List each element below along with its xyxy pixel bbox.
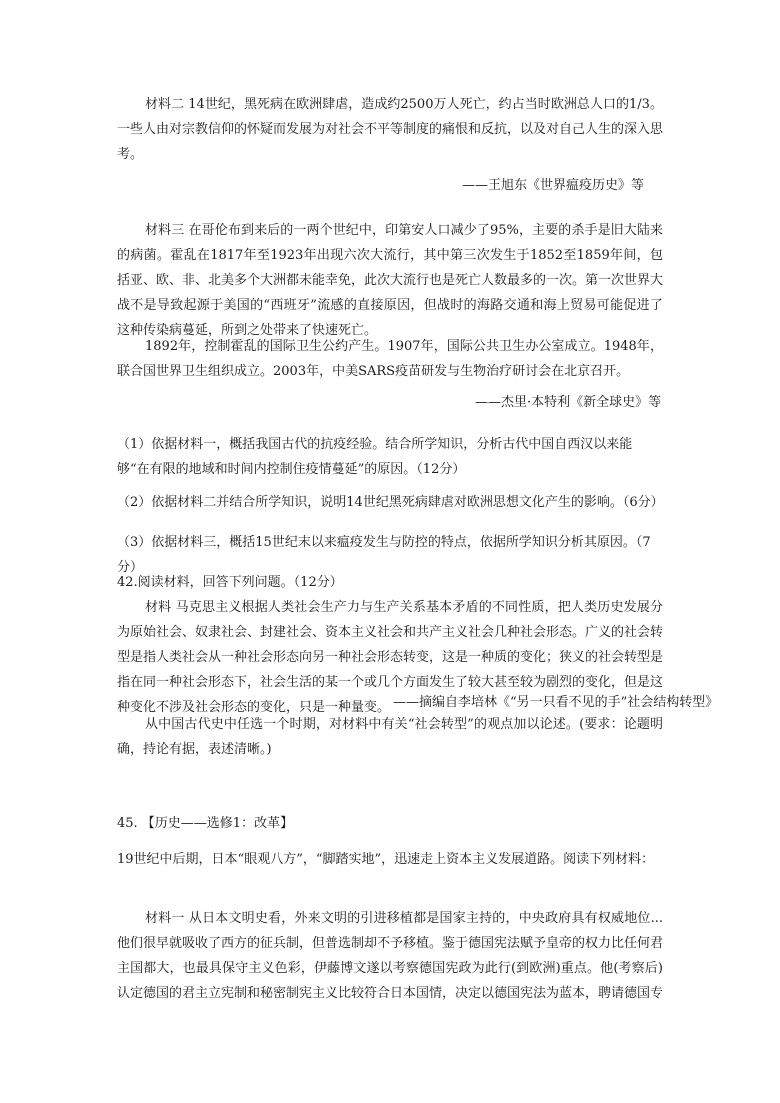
question-42-source: ——摘编自李培林《“另一只看不见的手”社会结构转型》 — [393, 695, 719, 710]
question-2: （2）依据材料二并结合所学知识，说明14世纪黑死病肆虐对欧洲思想文化产生的影响。（6分） — [117, 495, 664, 510]
question-3: （3）依据材料三，概括15世纪末以来瘟疫发生与防控的特点，依据所学知识分析其原因。（7分） — [117, 535, 651, 575]
material-3-paragraph-2: 1892年，控制霍乱的国际卫生公约产生。1907年，国际公共卫生办公室成立。1948年，联合国世界卫生组织成立。2003年，中美SARS疫苗研发与生物治疗研讨会在北京召开。 — [117, 339, 663, 379]
question-42-task: 从中国古代史中任选一个时期，对材料中有关“社会转型”的观点加以论述。(要求：论题明确，持论有据，表述清晰。) — [117, 717, 663, 757]
material-2-source: ——王旭东《世界瘟疫历史》等 — [462, 178, 645, 193]
question-45-heading: 45. 【历史——选修1：改革】 — [117, 816, 294, 831]
question-45-intro: 19世纪中后期，日本“眼观八方”，“脚踏实地”，迅速走上资本主义发展道路。阅读下列材料： — [117, 852, 655, 867]
question-42-material: 材料 马克思主义根据人类社会生产力与生产关系基本矛盾的不同性质，把人类历史发展分为原始社会、奴隶社会、封建社会、资本主义社会和共产主义社会几种社会形态。广义的社会转型是指人类社会从一种社会形态向另一种社会形态转变，这是一种质的变化；狭义的社会转型是指在同一种社会形态下，社会生活的某一个或几个方面发生了较大甚至较为剧烈的变化，但是这种变化不涉及社会形态的变化，只是一种量变。 — [117, 600, 664, 715]
material-3-paragraph: 材料三 在哥伦布到来后的一两个世纪中，印第安人口减少了95%，主要的杀手是旧大陆来的病菌。霍乱在1817年至1923年出现六次大流行，其中第三次发生于1852至1859年间，包括亚、欧、非、北美多个大洲都未能幸免，此次大流行也是死亡人数最多的一次。第一次世界大战不是导致起源于美国的“西班牙”流感的直接原因，但战时的海路交通和海上贸易可能促进了这种传染病蔓延，所到之处带来了快速死亡。 — [117, 223, 664, 338]
question-45-material-1: 材料一 从日本文明史看，外来文明的引进移植都是国家主持的，中央政府具有权威地位...他们很早就吸收了西方的征兵制，但普选制却不予移植。鉴于德国宪法赋予皇帝的权力比任何君主国都大，也最具保守主义色彩，伊藤博文遂以考察德国宪政为此行(到欧洲)重点。他(考察后)认定德国的君主立宪制和秘密制宪主义比较符合日本国情，决定以德国宪法为蓝本，聘请德国专 — [117, 911, 664, 1001]
question-42-heading: 42.阅读材料，回答下列问题。（12分） — [117, 575, 343, 590]
material-3-source: ——杰里·本特利《新全球史》等 — [475, 395, 662, 410]
material-2-paragraph: 材料二 14世纪，黑死病在欧洲肆虐，造成约2500万人死亡，约占当时欧洲总人口的1/3。一些人由对宗教信仰的怀疑而发展为对社会不平等制度的痛恨和反抗，以及对自己人生的深入思考。 — [117, 97, 664, 162]
question-1: （1）依据材料一，概括我国古代的抗疫经验。结合所学知识，分析古代中国自西汉以来能够“在有限的地域和时间内控制住疫情蔓延”的原因。（12分） — [117, 437, 633, 477]
